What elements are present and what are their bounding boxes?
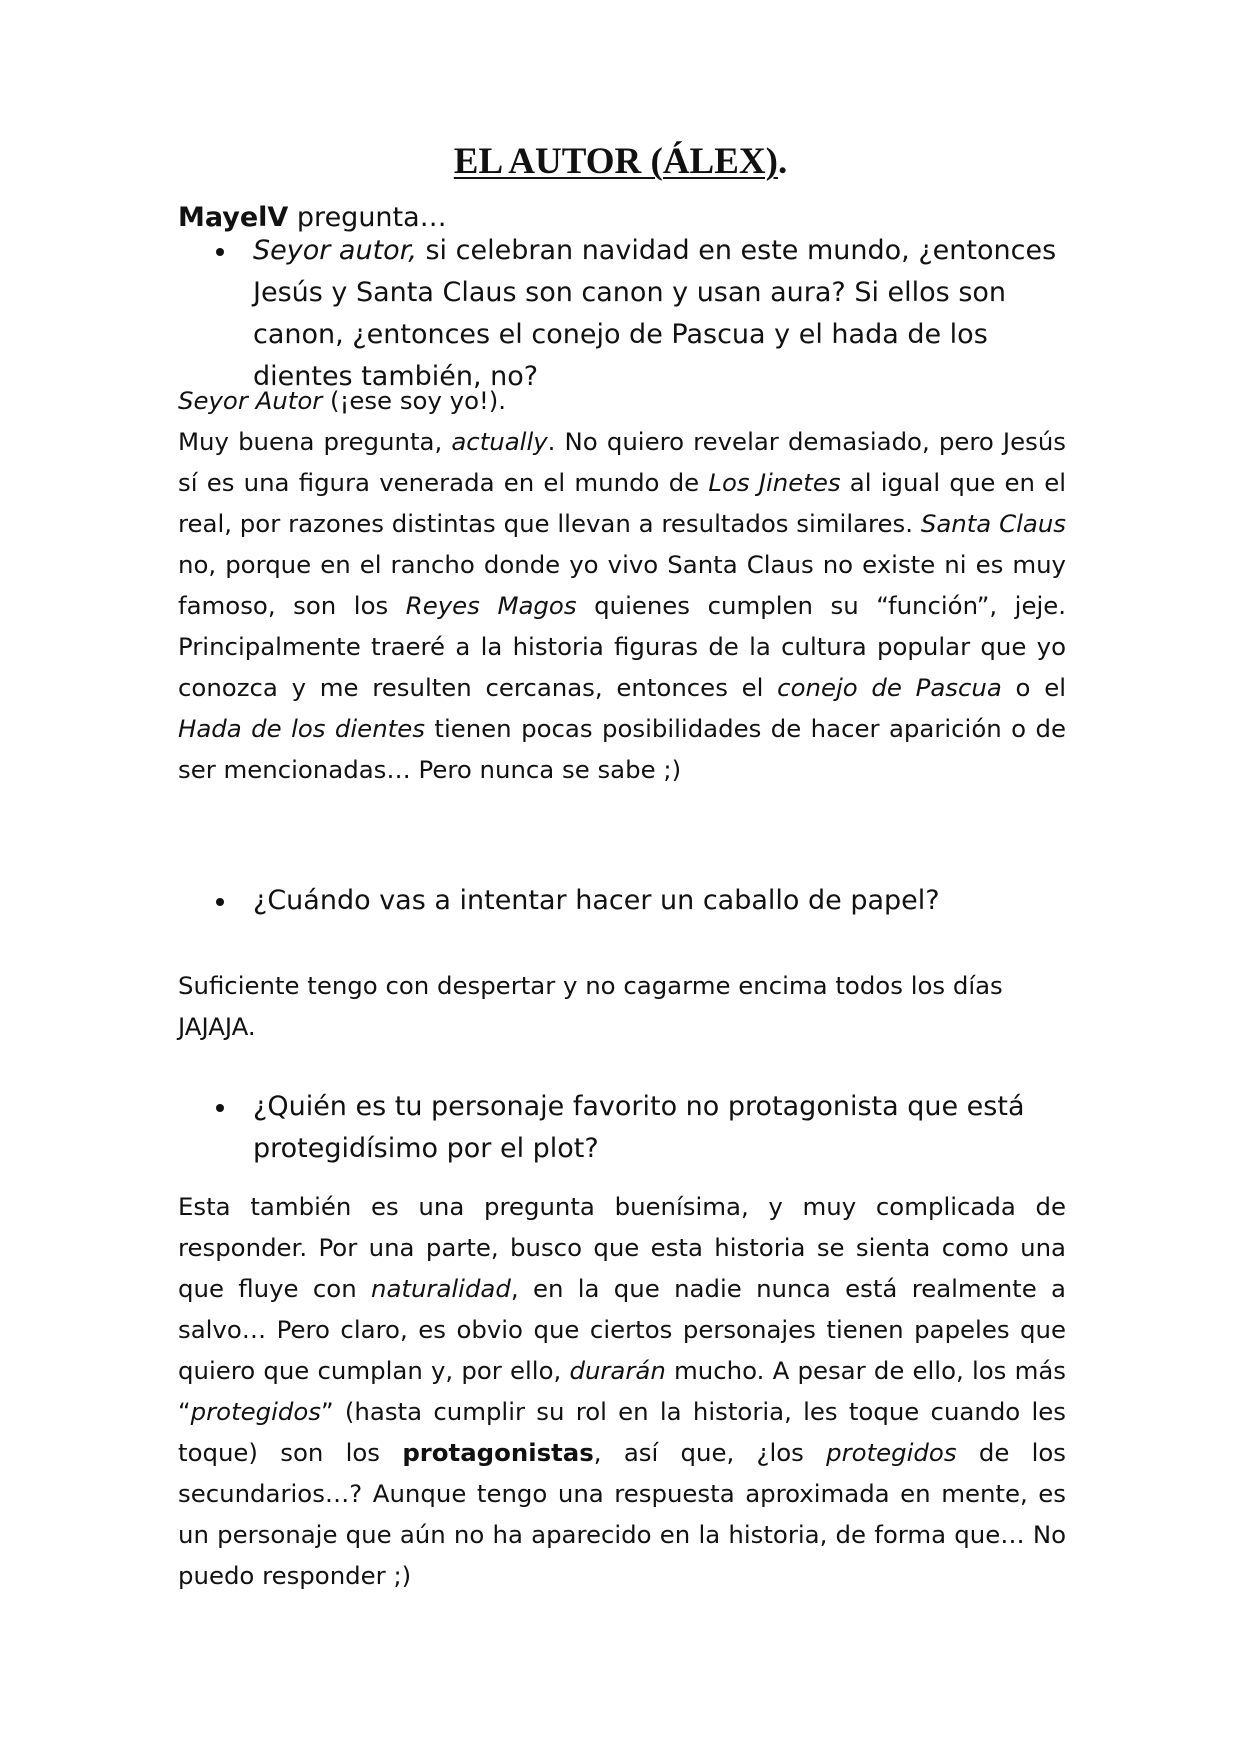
a3-p1: Esta también es una pregunta buenísima, y muy complicada de responder. Por una parte, busco que esta historia se sienta como una que fluye con	[178, 1192, 1066, 1303]
a1-p5: al igual que en el real, por razones distintas que llevan a resultados similares.	[178, 468, 1066, 538]
a3-p9: , así que, ¿los	[593, 1438, 827, 1467]
a3-p4: durarán	[569, 1356, 666, 1385]
a3-p10: protegidos	[826, 1438, 957, 1467]
answer-3-body	[178, 1186, 1066, 1596]
a1-p12: Hada de los dientes	[178, 714, 425, 743]
answer-2-text: Suficiente tengo con despertar y no cagarme encima todos los días JAJAJA.	[178, 971, 1003, 1041]
question-1-text	[253, 230, 1078, 398]
a1-p3: . No quiero revelar demasiado, pero Jesús sí es una figura venerada en el mundo de	[178, 427, 1066, 497]
a1-p8: Reyes Magos	[405, 591, 577, 620]
a1-p9: quienes cumplen su “función”, jeje. Principalmente traeré a la historia figuras de la cultura popular que yo conozca y me resulten cercanas, entonces el	[178, 591, 1066, 702]
answer-3	[178, 1186, 1066, 1596]
answer-1-body	[178, 421, 1066, 790]
title-period: .	[777, 141, 788, 182]
question-1-italic: Seyor autor,	[253, 235, 417, 266]
a3-p11: de los secundarios…? Aunque tengo una respuesta aproximada en mente, es un personaje que aún no ha aparecido en la historia, de forma que… No puedo responder ;)	[178, 1438, 1067, 1590]
answer-2	[178, 965, 1066, 1047]
title-main: EL AUTOR (ÁLEX)	[453, 141, 778, 182]
a1-p6: Santa Claus	[920, 509, 1066, 538]
a1-p2: actually	[451, 427, 548, 456]
answer-1-greeting-rest: (¡ese soy yo!).	[322, 386, 507, 415]
a1-p7: no, porque en el rancho donde yo vivo Santa Claus no existe ni es muy famoso, son los	[178, 550, 1066, 620]
a1-p10: conejo de Pascua	[777, 673, 1002, 702]
asker-name: MayelV	[178, 202, 289, 233]
a1-p1: Muy buena pregunta,	[178, 427, 452, 456]
answer-1-greeting-italic: Seyor Autor	[178, 386, 323, 415]
a3-p2: naturalidad	[371, 1274, 511, 1303]
asker-verb: pregunta…	[296, 202, 447, 233]
a3-p3: , en la que nadie nunca está realmente a salvo… Pero claro, es obvio que ciertos personajes tienen papeles que quiero que cumplan y, por ello,	[178, 1274, 1066, 1385]
a3-p5: mucho. A pesar de ello, los más “	[178, 1356, 1066, 1426]
a3-p8: protagonistas	[402, 1438, 594, 1467]
answer-1	[178, 380, 1066, 790]
a3-p7: ” (hasta cumplir su rol en la historia, les toque cuando les toque) son los	[178, 1397, 1066, 1467]
a1-p11: o el	[1001, 673, 1066, 702]
question-1-rest: si celebran navidad en este mundo, ¿entonces Jesús y Santa Claus son canon y usan aura? Si ellos son canon, ¿entonces el conejo de Pascua y el hada de los dientes también, no?	[253, 235, 1057, 392]
answer-1-greeting	[178, 380, 1066, 421]
a3-p6: protegidos	[190, 1397, 322, 1426]
page-title	[0, 140, 1241, 184]
question-3-text: ¿Quién es tu personaje favorito no protagonista que está protegidísimo por el plot?	[253, 1091, 1025, 1164]
a1-p13: tienen pocas posibilidades de hacer aparición o de ser mencionadas… Pero nunca se sabe ;)	[178, 714, 1066, 784]
a1-p4: Los Jinetes	[708, 468, 841, 497]
question-2-text: ¿Cuándo vas a intentar hacer un caballo de papel?	[253, 885, 940, 916]
